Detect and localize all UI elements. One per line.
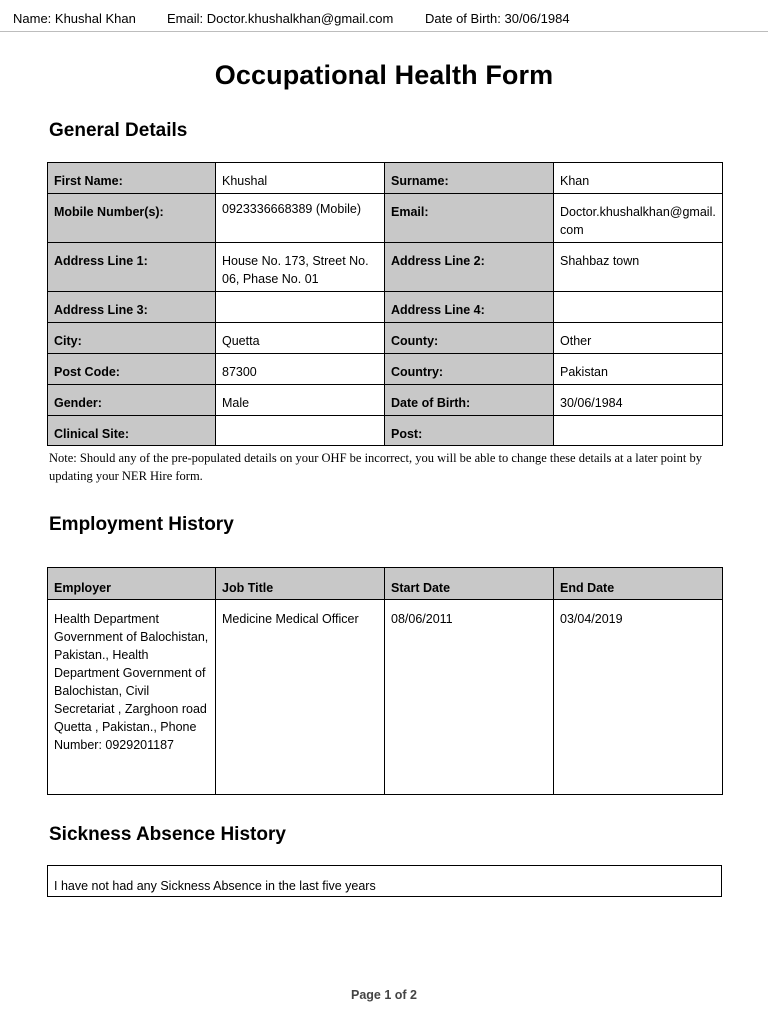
field-value: Pakistan [554, 354, 723, 385]
page-number: Page 1 of 2 [351, 988, 417, 1002]
table-row [48, 385, 723, 416]
column-header-start-date: Start Date [385, 568, 554, 600]
field-label: Post Code: [48, 354, 216, 385]
general-details-table [47, 162, 723, 446]
field-value [554, 416, 723, 446]
employment-history-heading: Employment History [49, 514, 234, 535]
table-row [48, 323, 723, 354]
field-label: Address Line 1: [48, 243, 216, 292]
job-title-cell: Medicine Medical Officer [216, 600, 385, 795]
field-label: Mobile Number(s): [48, 194, 216, 243]
sickness-absence-heading: Sickness Absence History [49, 824, 286, 845]
field-label: Address Line 2: [385, 243, 554, 292]
column-header-end-date: End Date [554, 568, 723, 600]
sickness-absence-table [47, 865, 722, 897]
table-row [48, 243, 723, 292]
field-value [216, 416, 385, 446]
field-value: 30/06/1984 [554, 385, 723, 416]
field-value: Khan [554, 163, 723, 194]
table-row [48, 292, 723, 323]
field-value: Male [216, 385, 385, 416]
page-header [0, 0, 768, 32]
table-row [48, 354, 723, 385]
start-date-cell: 08/06/2011 [385, 600, 554, 795]
field-label: Date of Birth: [385, 385, 554, 416]
field-value: Shahbaz town [554, 243, 723, 292]
employer-cell: Health Department Government of Balochistan, Pakistan., Health Department Government of Balochistan, Civil Secretariat , Zarghoon road Quetta , Pakistan., Phone Number: 0929201187 [48, 600, 216, 795]
field-label: City: [48, 323, 216, 354]
header-email: Email: Doctor.khushalkhan@gmail.com [167, 11, 394, 26]
field-value: 87300 [216, 354, 385, 385]
field-value: Doctor.khushalkhan@gmail.com [554, 194, 723, 243]
field-value [554, 292, 723, 323]
field-label: Surname: [385, 163, 554, 194]
table-row [48, 163, 723, 194]
field-value: Other [554, 323, 723, 354]
field-value: Khushal [216, 163, 385, 194]
table-row [48, 600, 723, 795]
field-label: Address Line 3: [48, 292, 216, 323]
field-label: Country: [385, 354, 554, 385]
field-label: Address Line 4: [385, 292, 554, 323]
header-dob: Date of Birth: 30/06/1984 [425, 11, 570, 26]
field-label: First Name: [48, 163, 216, 194]
field-value [216, 292, 385, 323]
header-name: Name: Khushal Khan [13, 11, 136, 26]
field-value: 0923336668389 (Mobile) [216, 194, 385, 243]
field-label: Clinical Site: [48, 416, 216, 446]
table-row [48, 416, 723, 446]
field-label: Email: [385, 194, 554, 243]
column-header-employer: Employer [48, 568, 216, 600]
table-row [48, 866, 722, 897]
column-header-job-title: Job Title [216, 568, 385, 600]
field-label: Post: [385, 416, 554, 446]
employment-history-table [47, 567, 723, 795]
employment-header-row [48, 568, 723, 600]
page-title: Occupational Health Form [214, 60, 554, 90]
field-label: Gender: [48, 385, 216, 416]
table-row [48, 194, 723, 243]
general-details-heading: General Details [49, 120, 188, 141]
sickness-absence-text: I have not had any Sickness Absence in the last five years [48, 866, 722, 897]
field-value: Quetta [216, 323, 385, 354]
field-label: County: [385, 323, 554, 354]
note-text: Note: Should any of the pre-populated details on your OHF be incorrect, you will be able to change these details at a later point by updating your NER Hire form. [49, 451, 702, 483]
field-value: House No. 173, Street No. 06, Phase No. 01 [216, 243, 385, 292]
end-date-cell: 03/04/2019 [554, 600, 723, 795]
